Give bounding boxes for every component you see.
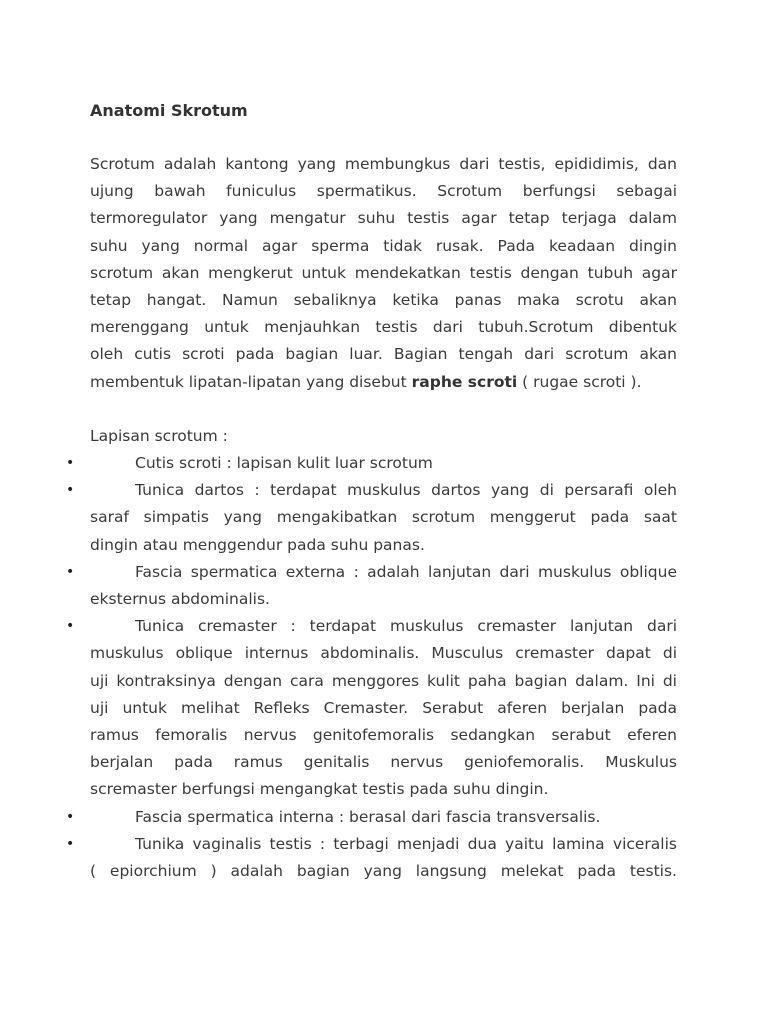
- intro-last-line-after: ( rugae scroti ).: [517, 372, 642, 391]
- list-item-line: Fascia spermatica interna : berasal dari fascia transversalis.: [135, 807, 601, 826]
- bullet-icon: •: [66, 835, 75, 852]
- layers-list: [66, 450, 677, 885]
- list-item: [66, 477, 677, 559]
- intro-last-line: [90, 369, 677, 396]
- intro-line: suhu yang normal agar sperma tidak rusak. Pada keadaan dingin: [90, 236, 677, 255]
- bullet-icon: •: [66, 482, 75, 499]
- list-item-line: eksternus abdominalis.: [90, 590, 270, 609]
- intro-line: tetap hangat. Namun sebaliknya ketika panas maka scrotu akan: [90, 291, 677, 310]
- bullet-icon: •: [66, 455, 75, 472]
- list-item-line: saraf simpatis yang mengakibatkan scrotum menggerut pada saat: [90, 508, 677, 527]
- list-item-line: uji kontraksinya dengan cara menggores kulit paha bagian dalam. Ini di: [90, 671, 677, 690]
- list-item-line: dingin atau menggendur pada suhu panas.: [90, 535, 425, 554]
- intro-paragraph: [90, 151, 677, 396]
- list-item: [66, 831, 677, 885]
- intro-line: merenggang untuk menjauhkan testis dari tubuh.Scrotum dibentuk: [90, 318, 677, 337]
- bullet-icon: •: [66, 808, 75, 825]
- raphe-scroti-term: raphe scroti: [411, 372, 518, 391]
- list-item-line: Tunica dartos : terdapat muskulus dartos yang di persarafi oleh: [135, 481, 677, 500]
- intro-last-line-before: membentuk lipatan-lipatan yang disebut: [90, 372, 412, 391]
- list-item-line: Tunica cremaster : terdapat muskulus cremaster lanjutan dari: [135, 617, 677, 636]
- list-item-line: Cutis scroti : lapisan kulit luar scrotum: [135, 454, 433, 473]
- list-item: [66, 559, 677, 613]
- list-item-line: scremaster berfungsi mengangkat testis pada suhu dingin.: [90, 780, 549, 799]
- document-page: [66, 97, 677, 885]
- list-item-line: ( epiorchium ) adalah bagian yang langsung melekat pada testis.: [90, 862, 677, 881]
- list-item: [66, 613, 677, 803]
- bullet-icon: •: [66, 563, 75, 580]
- list-item: [66, 804, 677, 831]
- list-item-line: berjalan pada ramus genitalis nervus geniofemoralis. Muskulus: [90, 753, 677, 772]
- list-item-line: ramus femoralis nervus genitofemoralis sedangkan serabut eferen: [90, 726, 677, 745]
- list-item: [66, 450, 677, 477]
- list-item-line: Tunika vaginalis testis : terbagi menjadi dua yaitu lamina viceralis: [135, 834, 677, 853]
- bullet-icon: •: [66, 618, 75, 635]
- list-item-line: uji untuk melihat Refleks Cremaster. Serabut aferen berjalan pada: [90, 698, 677, 717]
- intro-line: termoregulator yang mengatur suhu testis agar tetap terjaga dalam: [90, 209, 677, 228]
- intro-line: scrotum akan mengkerut untuk mendekatkan testis dengan tubuh agar: [90, 263, 677, 282]
- list-item-line: muskulus oblique internus abdominalis. Musculus cremaster dapat di: [90, 644, 677, 663]
- page-title: Anatomi Skrotum: [90, 101, 248, 120]
- intro-line: oleh cutis scroti pada bagian luar. Bagian tengah dari scrotum akan: [90, 345, 677, 364]
- intro-line: Scrotum adalah kantong yang membungkus dari testis, epididimis, dan: [90, 155, 677, 173]
- intro-line: ujung bawah funiculus spermatikus. Scrotum berfungsi sebagai: [90, 182, 677, 201]
- layers-heading: Lapisan scrotum :: [90, 426, 228, 445]
- list-item-line: Fascia spermatica externa : adalah lanjutan dari muskulus oblique: [135, 562, 677, 581]
